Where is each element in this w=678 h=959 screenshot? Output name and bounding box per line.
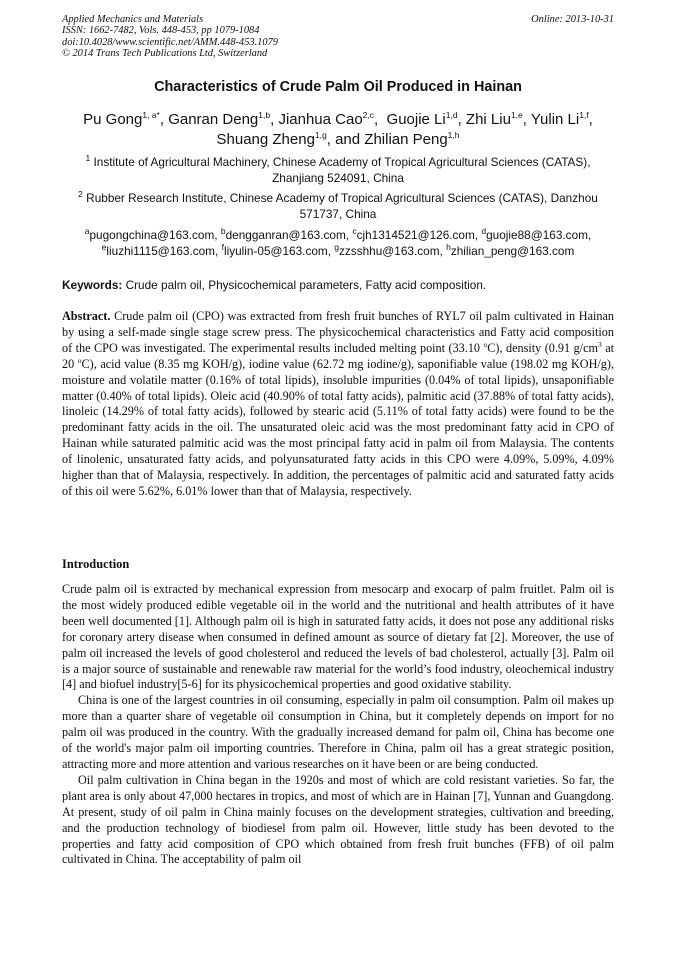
author: Ganran Deng$^{1,b}$ [168,110,271,128]
running-header [62,14,614,60]
email[interactable]: $^h$zhilian_peng@163.com [446,241,575,258]
keywords-label: Keywords: [62,278,123,292]
online-date: Online: 2013-10-31 [531,14,614,25]
email[interactable]: $^c$cjh1314521@126.com [352,226,475,242]
doi: doi:10.4028/www.scientific.net/AMM.448-453.1079 [62,36,278,48]
keywords-text: Crude palm oil, Physicochemical parameters, Fatty acid composition. [125,278,487,292]
copyright: © 2014 Trans Tech Publications Ltd, Switzerland [62,48,268,60]
email[interactable]: $^f$liyulin-05@163.com [221,241,328,258]
section-heading-introduction: Introduction [62,557,130,571]
paragraph: Crude palm oil is extracted by mechanical expression from mesocarp and exocarp of palm fruitlet. Palm oil is the most widely produced edible vegetable oil in the world and the nutritional and health attributes of it have been well documented [1]. Although palm oil is high in saturated fatty acids, it does not pose any additional risks for coronary artery disease when consumed in defined amount as source of dietary fat [2]. Moreover, the use of palm oil increased the levels of good cholesterol and reduced the levels of bad cholesterol, actually [3]. Palm oil is a major source of sustainable and renewable raw material for the world’s food industry, oleochemical industry [4] and biofuel industry[5-6] for its physicochemical properties and good oxidative stability. [62,582,614,692]
email[interactable]: $^b$dengganran@163.com [220,226,346,242]
author: Zhi Liu$^{1,e}$ [465,110,523,128]
journal-name: Applied Mechanics and Materials [62,14,204,25]
email[interactable]: $^d$guojie88@163.com [481,226,588,242]
keywords [62,278,614,292]
author: Shuang Zheng$^{1,g}$ [216,130,327,148]
paper-title: Characteristics of Crude Palm Oil Produced in Hainan [154,79,522,95]
author: Pu Gong$^{1, a*}$ [83,110,160,128]
abstract: Abstract. Crude palm oil (CPO) was extracted from fresh fruit bunches of RYL7 oil palm cultivated in Hainan by using a self-made single stage screw press. The physicochemical characteristics and Fatty acid composition of the CPO was investigated. The experimental results included melting point (33.10 $^o$C), density (0.91 $g/cm^3$ at 20 $^o$C), acid value (8.35 mg KOH/g), iodine value (62.72 mg iodine/g), saponifiable value (198.02 mg KOH/g), moisture and volatile matter (0.16% of total lipids), insoluble impurities (0.04% of total lipids), unsaponifiable matter (0.40% of total lipids). Oleic acid (40.90% of total fatty acids), palmitic acid (37.88% of total fatty acids), linoleic (14.29% of total fatty acids), followed by stearic acid (5.11% of total fatty acids) were found to be the predominant fatty acids in the oil. The unsaturated oleic acid was the most predominant fatty acid in CPO of Hainan while saturated palmitic acid was the most principal fatty acid in palm oil from Malaysia. The contents of linolenic, unsaturated fatty acids, and polyunsaturated fatty acids in this CPO were 4.09%, 5.09%, 4.09% higher than that of Malaysia, respectively. In addition, the percentages of palmitic acid and saturated fatty acids of this oil were 5.62%, 6.01% lower than that of Malaysia, respectively. [62,309,615,498]
issn: ISSN: 1662-7482, Vols. 448-453, pp 1079-1084 [62,25,260,37]
paragraph: Oil palm cultivation in China began in the 1920s and most of which are cold resistant varieties. So far, the plant area is only about 47,000 hectares in tropics, and most of which are in Hainan [7], Yunnan and Guangdong. At present, study of oil palm in China mainly focuses on the development strategies, cultivation and breeding, and the production technology of biodiesel from palm oil. However, little study has been devoted to the properties and fatty acid composition of CPO which obtained from fresh fruit bunches (FFB) of oil palm cultivated in China. The acceptability of palm oil [62,772,614,867]
email[interactable]: $^g$zzsshhu@163.com [334,241,440,258]
author: Guojie Li$^{1,d}$ [386,110,458,128]
email-list: $^a$pugongchina@163.com, $^b$dengganran@163.com, $^c$cjh1314521@126.com, $^d$guojie88@163.com, $^e$liuzhi1115@163.com, $^f$liyulin-05@163.com, $^g$zzsshhu@163.com, $^h$zhilian_peng@163.com [84,226,592,258]
author-list: Pu Gong$^{1, a*}$, Ganran Deng$^{1,b}$, Jianhua Cao$^{2,c}$, Guojie Li$^{1,d}$, Zhi Liu$^{1,e}$, Yulin Li$^{1,f}$, Shuang Zheng$^{1,g}$, and Zhilian Peng$^{1,h}$ [83,110,593,148]
author: Jianhua Cao$^{2,c}$ [278,110,375,128]
introduction-body [62,582,614,868]
author: Zhilian Peng$^{1,h}$ [364,130,460,148]
paragraph: China is one of the largest countries in oil consuming, especially in palm oil consumption. Palm oil makes up more than a quarter share of vegetable oil consumption in China, but it completely depends on import for no palm oil was produced in the country. With the gradually increased demand for palm oil, China has become one of the world's major palm oil importing countries. Therefore in China, palm oil has a great strategic position, attracting more and more attention and various researches on it have been or are being conducted. [62,693,614,771]
affiliation-2: $^2$ Rubber Research Institute, Chinese Academy of Tropical Agricultural Sciences (CATAS), Danzhou 571737, China [78,189,598,221]
author: Yulin Li$^{1,f}$ [530,110,589,128]
abstract-label: Abstract. [62,309,111,323]
email[interactable]: $^a$pugongchina@163.com [84,226,215,242]
email[interactable]: $^e$liuzhi1115@163.com [101,241,216,258]
affiliation-1: $^1$ Institute of Agricultural Machinery, Chinese Academy of Tropical Agricultural Sciences (CATAS), Zhanjiang 524091, China [85,153,591,185]
